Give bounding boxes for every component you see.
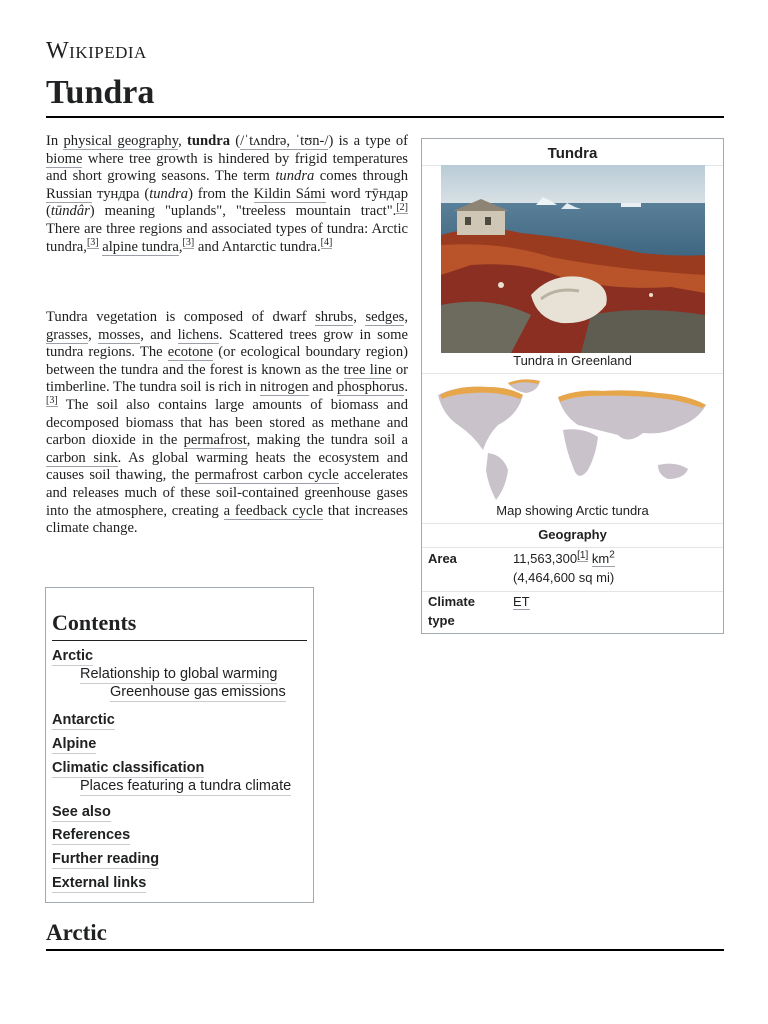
text-run: , making the tundra soil a: [246, 432, 408, 449]
text-run: тундра (: [92, 185, 150, 202]
toc-item[interactable]: Alpine: [52, 736, 97, 752]
text-run: accelerates and releases much of these soil-contained greenhouse gases into the atmosphere, creating: [46, 467, 409, 519]
text-run: ) is a type of: [328, 133, 409, 149]
toc-item[interactable]: Antarctic: [52, 712, 115, 728]
text-run: tūndâr: [50, 203, 90, 220]
citation-link[interactable]: [3]: [182, 236, 195, 248]
area-value: [513, 549, 615, 587]
photo-caption: Tundra in Greenland: [513, 353, 632, 368]
article-link[interactable]: permafrost: [183, 432, 247, 449]
article-link[interactable]: shrubs: [315, 309, 354, 325]
toc-item[interactable]: Further reading: [52, 851, 160, 867]
text-run: tundra: [149, 185, 189, 202]
article-link[interactable]: /ˈtʌndrə, ˈtʊn-/: [240, 133, 329, 149]
text-run: tundra: [275, 168, 315, 185]
text-run: . Scattered trees grow in some tundra regions. The: [46, 326, 408, 361]
toc-item[interactable]: External links: [52, 875, 147, 891]
article-link[interactable]: ecotone: [167, 344, 214, 361]
intro-paragraph-2: [46, 309, 408, 538]
article-link[interactable]: alpine tundra: [102, 238, 179, 255]
text-run: ,: [404, 309, 409, 325]
text-run: that increases climate change.: [46, 502, 408, 537]
infobox-title: Tundra: [547, 145, 598, 162]
article-link[interactable]: permafrost carbon cycle: [194, 467, 339, 484]
text-run: and: [308, 379, 338, 396]
text-run: ,: [178, 133, 188, 149]
article-link[interactable]: grasses: [46, 326, 89, 343]
text-run: . As global warming heats the ecosystem and causes soil thawing, the: [46, 449, 408, 484]
arctic-tundra-map[interactable]: [428, 375, 718, 505]
article-link[interactable]: sedges: [365, 309, 405, 325]
text-run: (: [230, 133, 241, 149]
text-run: There are three regions and associated types of tundra: Arctic tundra,: [46, 220, 408, 255]
title-divider: [46, 116, 724, 118]
infobox: [421, 138, 724, 634]
article-link[interactable]: physical geography: [63, 133, 179, 149]
text-run: , and: [140, 326, 178, 343]
toc-item[interactable]: Climatic classification: [52, 760, 205, 776]
text-run: Tundra vegetation is composed of dwarf: [46, 309, 316, 325]
toc-item[interactable]: Places featuring a tundra climate: [80, 778, 292, 794]
citation-link[interactable]: [3]: [86, 236, 99, 248]
section-divider: [46, 949, 724, 951]
text-run: .: [404, 379, 408, 396]
text-run: The soil also contains large amounts of biomass and decomposed biomass that has been stored as methane and carbon dioxide in the: [46, 396, 408, 449]
text-run: ,: [178, 238, 183, 255]
text-run: where tree growth is hindered by frigid temperatures and short growing seasons. The term: [46, 150, 408, 185]
article-link[interactable]: a feedback cycle: [223, 502, 324, 519]
article-link[interactable]: biome: [46, 150, 83, 167]
area-unit-link[interactable]: $km^2$: [591, 549, 615, 566]
citation-link[interactable]: [3]: [46, 395, 58, 407]
article-link[interactable]: carbon sink: [46, 449, 118, 466]
climate-type-label: Climate type: [428, 594, 475, 628]
geography-section-header: Geography: [538, 527, 607, 542]
text-run: and Antarctic tundra.: [194, 238, 321, 255]
citation-link[interactable]: [2]: [396, 201, 408, 213]
article-link[interactable]: Russian: [46, 185, 93, 202]
climate-type-value[interactable]: ET: [513, 594, 530, 609]
toc-title: Contents: [52, 610, 137, 635]
article-link[interactable]: phosphorus: [337, 379, 405, 396]
text-run: ) from the: [188, 185, 254, 202]
toc-item[interactable]: Greenhouse gas emissions: [110, 684, 286, 700]
infobox-divider: [422, 523, 723, 524]
infobox-divider: [422, 373, 723, 374]
table-of-contents: [45, 587, 314, 903]
article-link[interactable]: mosses: [98, 326, 141, 343]
page-title: Tundra: [46, 74, 155, 111]
text-run: ) meaning "uplands", "treeless mountain tract".: [89, 203, 397, 220]
toc-item[interactable]: References: [52, 827, 131, 843]
toc-item[interactable]: Relationship to global warming: [80, 666, 278, 682]
text-run: ,: [353, 309, 366, 325]
infobox-divider: [422, 547, 723, 548]
citation-link[interactable]: [4]: [320, 236, 333, 248]
intro-paragraph-1: [46, 133, 408, 256]
map-caption: Map showing Arctic tundra: [496, 503, 649, 518]
article-link[interactable]: nitrogen: [259, 379, 309, 396]
area-label: Area: [428, 551, 457, 566]
tundra-greenland-photo[interactable]: [441, 165, 705, 353]
wikipedia-wordmark[interactable]: Wikipedia: [46, 38, 147, 64]
text-run: or timberline. The tundra soil is rich in: [46, 361, 408, 396]
article-link[interactable]: Kildin Sámi: [253, 185, 326, 202]
text-run: In: [46, 133, 64, 149]
toc-divider: [52, 640, 307, 641]
article-link[interactable]: tree line: [343, 361, 392, 378]
toc-item[interactable]: Arctic: [52, 648, 94, 664]
text-run: tundra: [187, 133, 230, 149]
article-link[interactable]: lichens: [177, 326, 219, 343]
text-run: word тӯндар (: [46, 185, 408, 220]
text-run: (or ecological boundary region) between the tundra and the forest is known as the: [46, 344, 408, 378]
text-run: ,: [88, 326, 99, 343]
section-heading-arctic: Arctic: [46, 920, 107, 945]
text-run: comes through: [314, 168, 408, 185]
area-number: 11,563,300: [513, 551, 578, 566]
area-citation[interactable]: [1]: [577, 549, 589, 561]
area-alt-value: (4,464,600 sq mi): [513, 570, 615, 585]
toc-item[interactable]: See also: [52, 804, 111, 820]
